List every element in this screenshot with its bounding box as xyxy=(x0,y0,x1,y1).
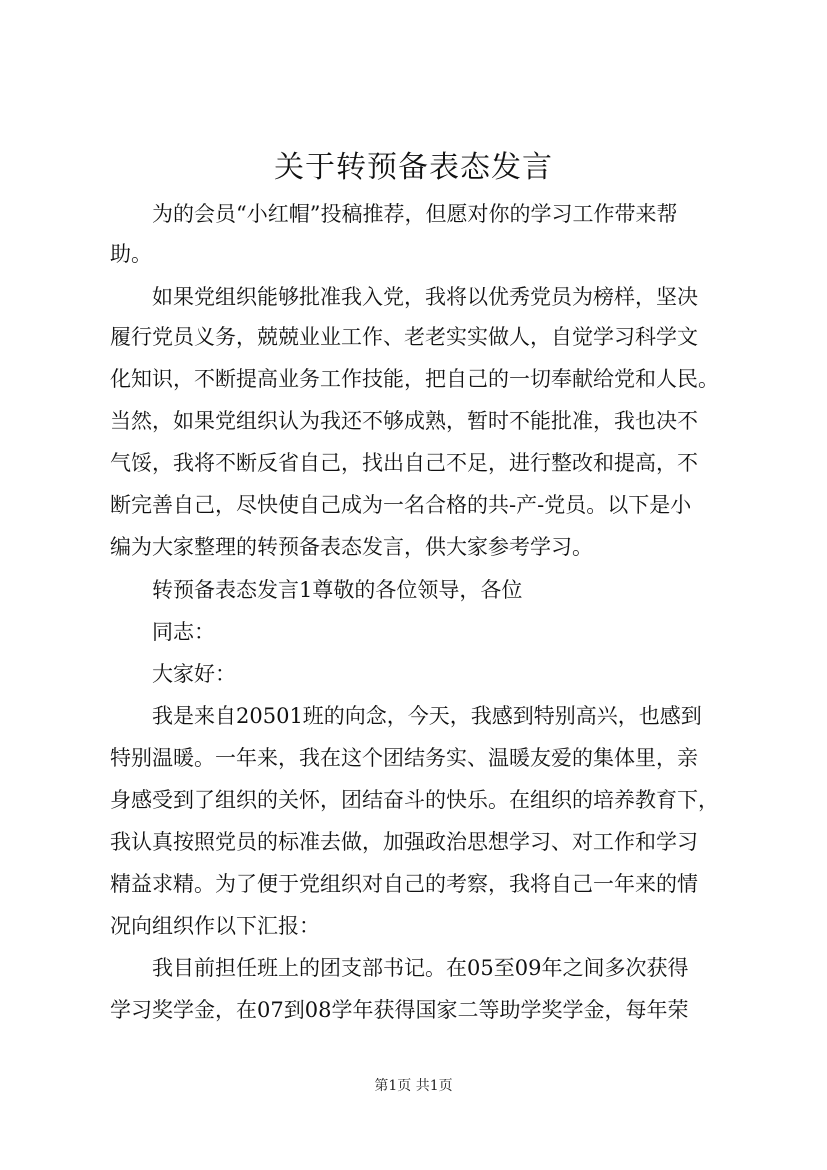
body-line: 助。 xyxy=(110,242,152,266)
body-line: 断完善自己，尽快使自己成为一名合格的共-产-党员。以下是小 xyxy=(110,493,692,517)
body-line: 我是来自20501班的向念，今天，我感到特别高兴，也感到 xyxy=(152,704,702,728)
body-line: 履行党员义务，兢兢业业工作、老老实实做人，自觉学习科学文 xyxy=(110,325,698,349)
body-line: 同志： xyxy=(152,620,215,644)
document-title: 关于转预备表态发言 xyxy=(274,150,553,185)
body-line: 特别温暖。一年来，我在这个团结务实、温暖友爱的集体里，亲 xyxy=(110,746,698,770)
body-line: 身感受到了组织的关怀，团结奋斗的快乐。在组织的培养教育下， xyxy=(110,788,719,812)
body-line: 气馁，我将不断反省自己，找出自己不足，进行整改和提高，不 xyxy=(110,451,698,475)
body-line: 我目前担任班上的团支部书记。在05至09年之间多次获得 xyxy=(152,956,689,980)
body-line: 编为大家整理的转预备表态发言，供大家参考学习。 xyxy=(110,535,593,559)
body-line: 当然，如果党组织认为我还不够成熟，暂时不能批准，我也决不 xyxy=(110,409,698,433)
body-line: 转预备表态发言1尊敬的各位领导，各位 xyxy=(152,578,523,602)
body-line: 为的会员“小红帽”投稿推荐，但愿对你的学习工作带来帮 xyxy=(152,202,678,226)
body-line: 况向组织作以下汇报： xyxy=(110,914,320,938)
page-number-footer: 第1页 共1页 xyxy=(374,1078,453,1094)
body-line: 学习奖学金，在07到08学年获得国家二等助学奖学金，每年荣 xyxy=(110,998,689,1022)
body-line: 精益求精。为了便于党组织对自己的考察，我将自己一年来的情 xyxy=(110,872,698,896)
body-line: 如果党组织能够批准我入党，我将以优秀党员为榜样，坚决 xyxy=(152,285,698,309)
body-line: 我认真按照党员的标准去做，加强政治思想学习、对工作和学习 xyxy=(110,830,698,854)
body-line: 化知识，不断提高业务工作技能，把自己的一切奉献给党和人民。 xyxy=(110,367,719,391)
body-line: 大家好： xyxy=(152,662,236,686)
